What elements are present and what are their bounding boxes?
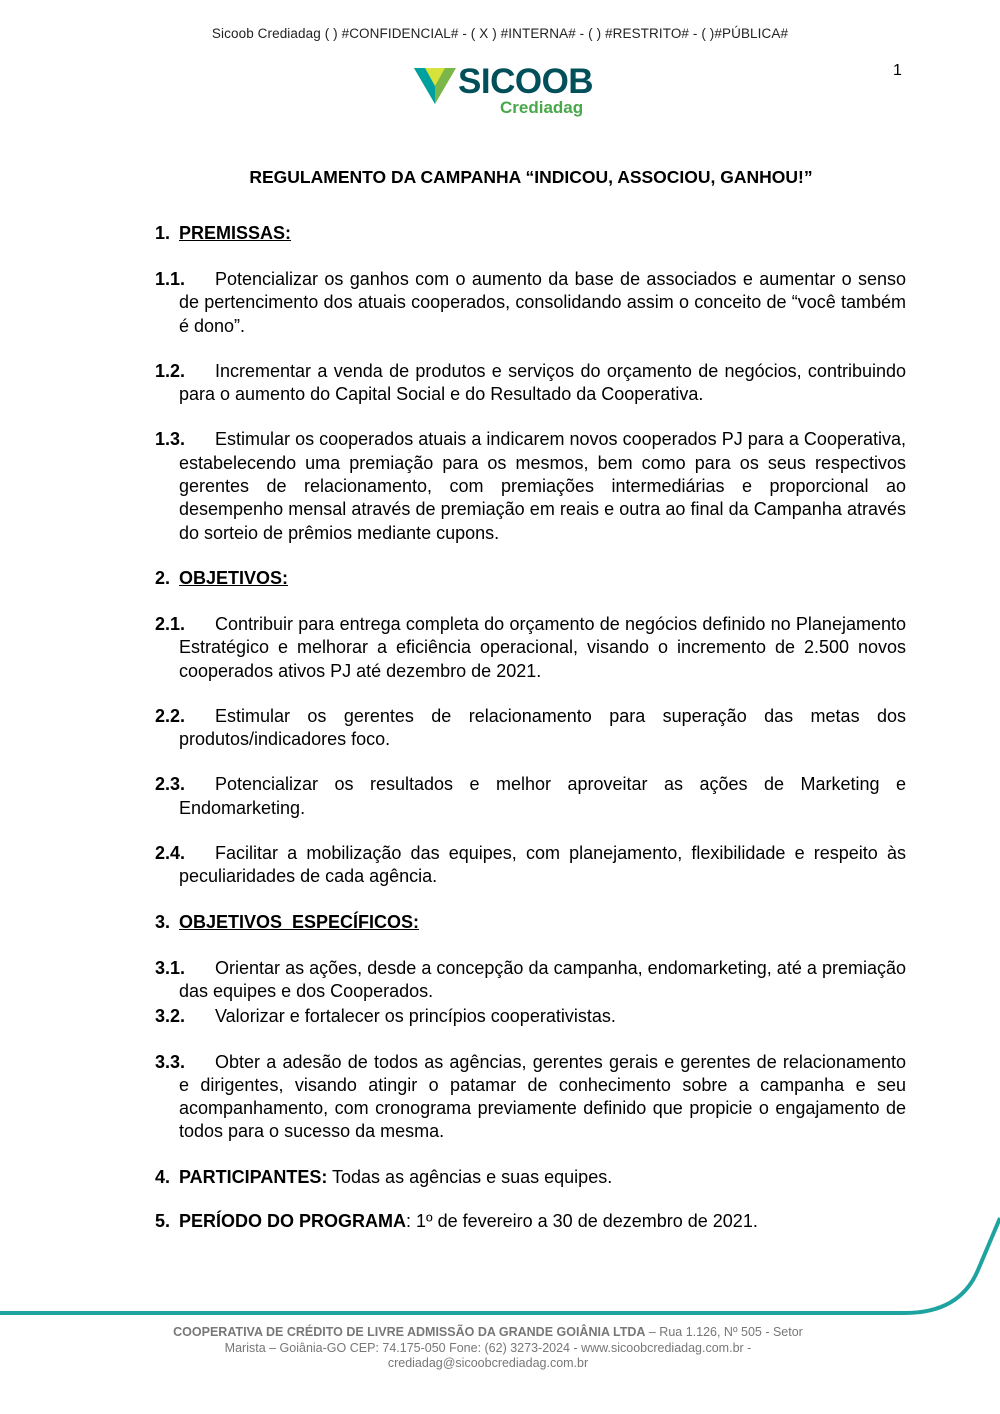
list-item <box>155 957 906 1004</box>
item-number: 2.2. <box>155 705 186 726</box>
item-number: 2.4. <box>155 843 186 864</box>
section-heading <box>155 222 906 245</box>
list-item <box>155 842 906 889</box>
section-text: Todas as agências e suas equipes. <box>327 1166 613 1187</box>
section-number: 3. <box>155 911 171 932</box>
section-objetivos <box>155 567 906 889</box>
list-item <box>155 1051 906 1144</box>
section-heading-label: OBJETIVOS ESPECÍFICOS: <box>179 911 420 932</box>
item-text: Estimular os cooperados atuais a indicarem novos cooperados PJ para a Cooperativa, estabelecendo uma premiação para os mesmos, bem como para os seus respectivos gerentes de relacionamento, com premiações intermediárias e proporcional ao desempenho mensal através de premiação em reais e outra ao final da Campanha através do sorteio de prêmios mediante cupons. <box>179 429 906 543</box>
section-premissas <box>155 222 906 545</box>
section-number: 4. <box>155 1166 171 1187</box>
section-heading <box>155 567 906 590</box>
item-text: Facilitar a mobilização das equipes, com planejamento, flexibilidade e respeito às peculiaridades de cada agência. <box>179 843 906 887</box>
section-number: 1. <box>155 223 171 243</box>
item-text: Incrementar a venda de produtos e serviços do orçamento de negócios, contribuindo para o aumento do Capital Social e do Resultado da Cooperativa. <box>179 360 906 405</box>
section-text: : 1º de fevereiro a 30 de dezembro de 2021. <box>406 1210 758 1231</box>
footer-line-1 <box>0 1325 976 1341</box>
section-heading-label: PARTICIPANTES: <box>179 1166 328 1187</box>
item-text: Valorizar e fortalecer os princípios cooperativistas. <box>215 1006 616 1027</box>
item-text: Potencializar os ganhos com o aumento da base de associados e aumentar o senso de pertencimento dos atuais cooperados, consolidando assim o conceito de “você também é dono”. <box>179 269 906 336</box>
item-text: Obter a adesão de todos as agências, gerentes gerais e gerentes de relacionamento e dirigentes, visando atingir o patamar de conhecimento sobre a campanha e seu acompanhamento, com cronograma previamente definido que propicie o engajamento de todos para o sucesso da mesma. <box>179 1051 906 1142</box>
item-number: 1.1. <box>155 269 186 289</box>
logo-name: SICOOB <box>458 62 594 101</box>
footer-email: crediadag@sicoobcrediadag.com.br <box>387 1356 589 1370</box>
item-text: Estimular os gerentes de relacionamento para superação das metas dos produtos/indicadores foco. <box>179 705 906 750</box>
list-item <box>155 613 906 683</box>
item-number: 2.3. <box>155 774 186 795</box>
item-text: Contribuir para entrega completa do orçamento de negócios definido no Planejamento Estratégico e melhorar a eficiência operacional, visando o incremento de 2.500 novos cooperados ativos PJ até dezembro de 2021. <box>179 613 906 681</box>
section-number: 2. <box>155 567 171 588</box>
document-title: REGULAMENTO DA CAMPANHA “INDICOU, ASSOCIOU, GANHOU!” <box>249 167 813 187</box>
section-heading-label: PERÍODO DO PROGRAMA <box>179 1210 407 1231</box>
footer-org-name: COOPERATIVA DE CRÉDITO DE LIVRE ADMISSÃO DA GRANDE GOIÂNIA LTDA <box>173 1325 646 1339</box>
footer-address: – Rua 1.126, Nº 505 - Setor <box>645 1325 803 1339</box>
section-heading-label: PREMISSAS: <box>179 223 292 243</box>
document-body <box>155 222 906 1254</box>
page-footer <box>0 1325 976 1372</box>
list-item <box>155 773 906 820</box>
section-heading-label: OBJETIVOS: <box>179 567 289 588</box>
sicoob-logo <box>412 62 602 122</box>
list-item <box>155 428 906 544</box>
section-heading <box>155 911 906 934</box>
list-item <box>155 705 906 752</box>
item-number: 3.3. <box>155 1051 186 1072</box>
item-number: 3.1. <box>155 957 186 978</box>
footer-decorative-line <box>0 1210 1000 1320</box>
logo-subtitle: Crediadag <box>500 98 584 117</box>
sicoob-logo-mark-icon <box>412 66 458 106</box>
list-item <box>155 1005 906 1028</box>
item-number: 2.1. <box>155 613 186 634</box>
section-number: 5. <box>155 1210 171 1231</box>
item-number: 3.2. <box>155 1006 186 1027</box>
section-objetivos-especificos <box>155 911 906 1144</box>
item-text: Orientar as ações, desde a concepção da campanha, endomarketing, até a premiação das equipes e dos Cooperados. <box>179 957 906 1001</box>
section-participantes <box>155 1166 906 1189</box>
page-number: 1 <box>893 62 902 79</box>
item-text: Potencializar os resultados e melhor aproveitar as ações de Marketing e Endomarketing. <box>179 774 906 818</box>
classification-header: Sicoob Crediadag ( ) #CONFIDENCIAL# - ( X ) #INTERNA# - ( ) #RESTRITO# - ( )#PÚBLICA# <box>211 26 789 41</box>
list-item <box>155 268 906 338</box>
item-number: 1.2. <box>155 360 186 381</box>
list-item <box>155 360 906 407</box>
footer-line-2: Marista – Goiânia-GO CEP: 74.175-050 Fone: (62) 3273-2024 - www.sicoobcrediadag.com.br - <box>224 1340 752 1355</box>
item-number: 1.3. <box>155 429 186 450</box>
